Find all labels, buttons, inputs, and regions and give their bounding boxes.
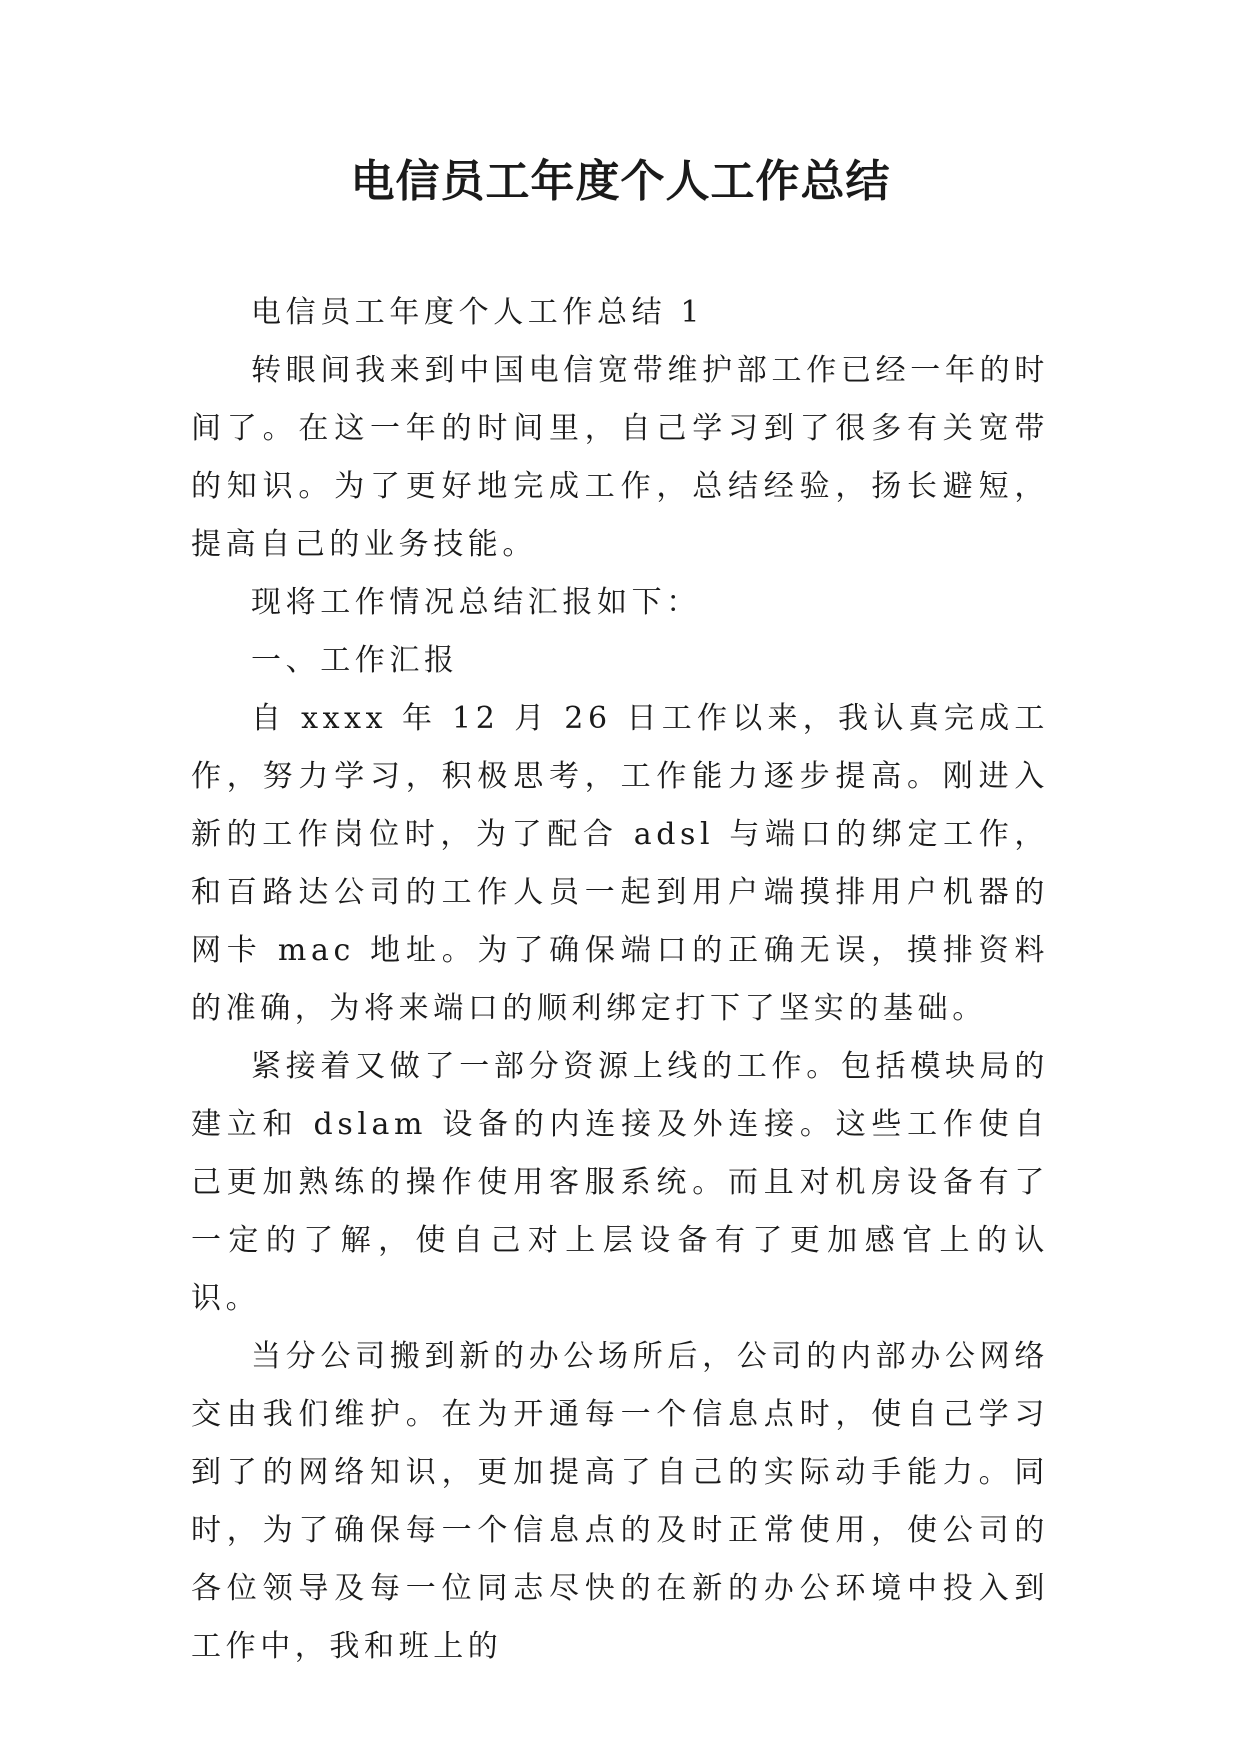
document-title: 电信员工年度个人工作总结	[350, 156, 891, 207]
body-paragraph: 转眼间我来到中国电信宽带维护部工作已经一年的时间了。在这一年的时间里，自己学习到了很多有关宽带的知识。为了更好地完成工作，总结经验，扬长避短，提高自己的业务技能。	[191, 353, 1049, 562]
document-body	[191, 284, 1049, 1676]
body-paragraph: 自 xxxx 年 12 月 26 日工作以来，我认真完成工作，努力学习，积极思考，工作能力逐步提高。刚进入新的工作岗位时，为了配合 adsl 与端口的绑定工作，和百路达公司的工作人员一起到用户端摸排用户机器的网卡 mac 地址。为了确保端口的正确无误，摸排资料的准确，为将来端口的顺利绑定打下了坚实的基础。	[191, 701, 1049, 1026]
section-heading-1: 电信员工年度个人工作总结 1	[251, 295, 705, 330]
body-paragraph: 紧接着又做了一部分资源上线的工作。包括模块局的建立和 dslam 设备的内连接及外连接。这些工作使自己更加熟练的操作使用客服系统。而且对机房设备有了一定的了解，使自己对上层设备有了更加感官上的认识。	[191, 1049, 1049, 1316]
body-paragraph: 现将工作情况总结汇报如下：	[251, 585, 701, 620]
body-paragraph: 当分公司搬到新的办公场所后，公司的内部办公网络交由我们维护。在为开通每一个信息点时，使自己学习到了的网络知识，更加提高了自己的实际动手能力。同时，为了确保每一个信息点的及时正常使用，使公司的各位领导及每一位同志尽快的在新的办公环境中投入到工作中，我和班上的	[191, 1339, 1049, 1664]
section-heading-work-report: 一、工作汇报	[251, 643, 459, 678]
